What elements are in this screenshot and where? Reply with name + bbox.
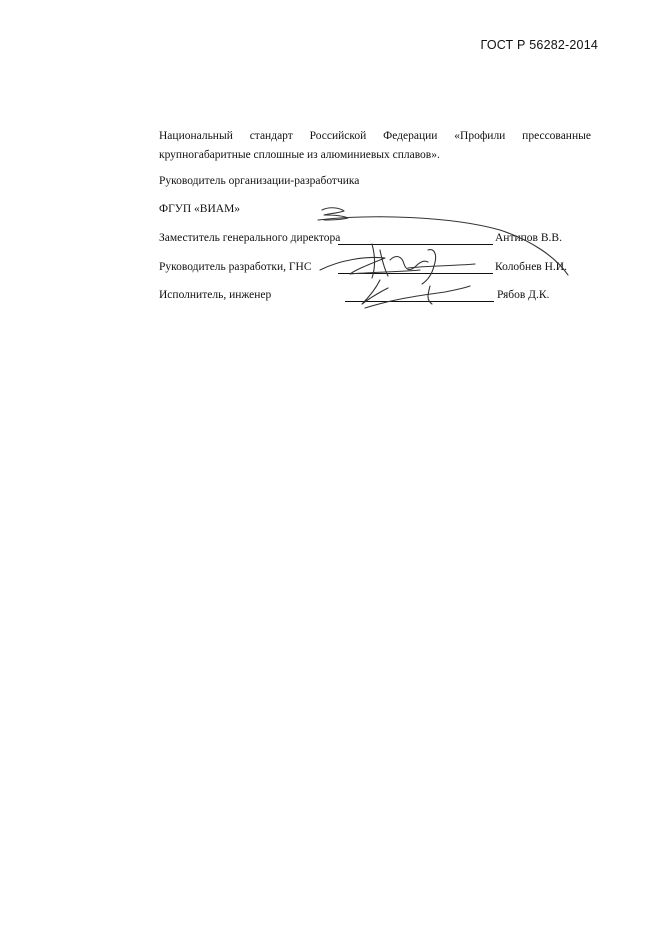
intro-line-1 (159, 127, 591, 146)
handwritten-signatures (310, 200, 580, 320)
intro-paragraph (159, 127, 591, 165)
intro-word: Российской (309, 130, 367, 142)
organization-name: ФГУП «ВИАМ» (159, 203, 241, 215)
signatory-role-3: Исполнитель, инженер (159, 289, 272, 301)
intro-word: стандарт (249, 130, 293, 142)
signature-line-1 (338, 244, 493, 245)
intro-word: прессованные (522, 130, 591, 142)
standard-number: ГОСТ Р 56282-2014 (480, 38, 598, 52)
signatory-role-1: Заместитель генерального директора (159, 232, 341, 244)
organization-head-label: Руководитель организации-разработчика (159, 175, 360, 187)
intro-word: Национальный (159, 130, 233, 142)
signatory-name-1: Антипов В.В. (495, 232, 562, 244)
signatory-name-3: Рябов Д.К. (497, 289, 550, 301)
signatory-name-2: Колобнев Н.И. (495, 261, 567, 273)
signature-line-2 (338, 273, 493, 274)
intro-word: Федерации (383, 130, 438, 142)
intro-word: «Профили (454, 130, 506, 142)
intro-line-2: крупногабаритные сплошные из алюминиевых сплавов». (159, 149, 440, 161)
signatory-role-2: Руководитель разработки, ГНС (159, 261, 312, 273)
signature-line-3 (345, 301, 494, 302)
